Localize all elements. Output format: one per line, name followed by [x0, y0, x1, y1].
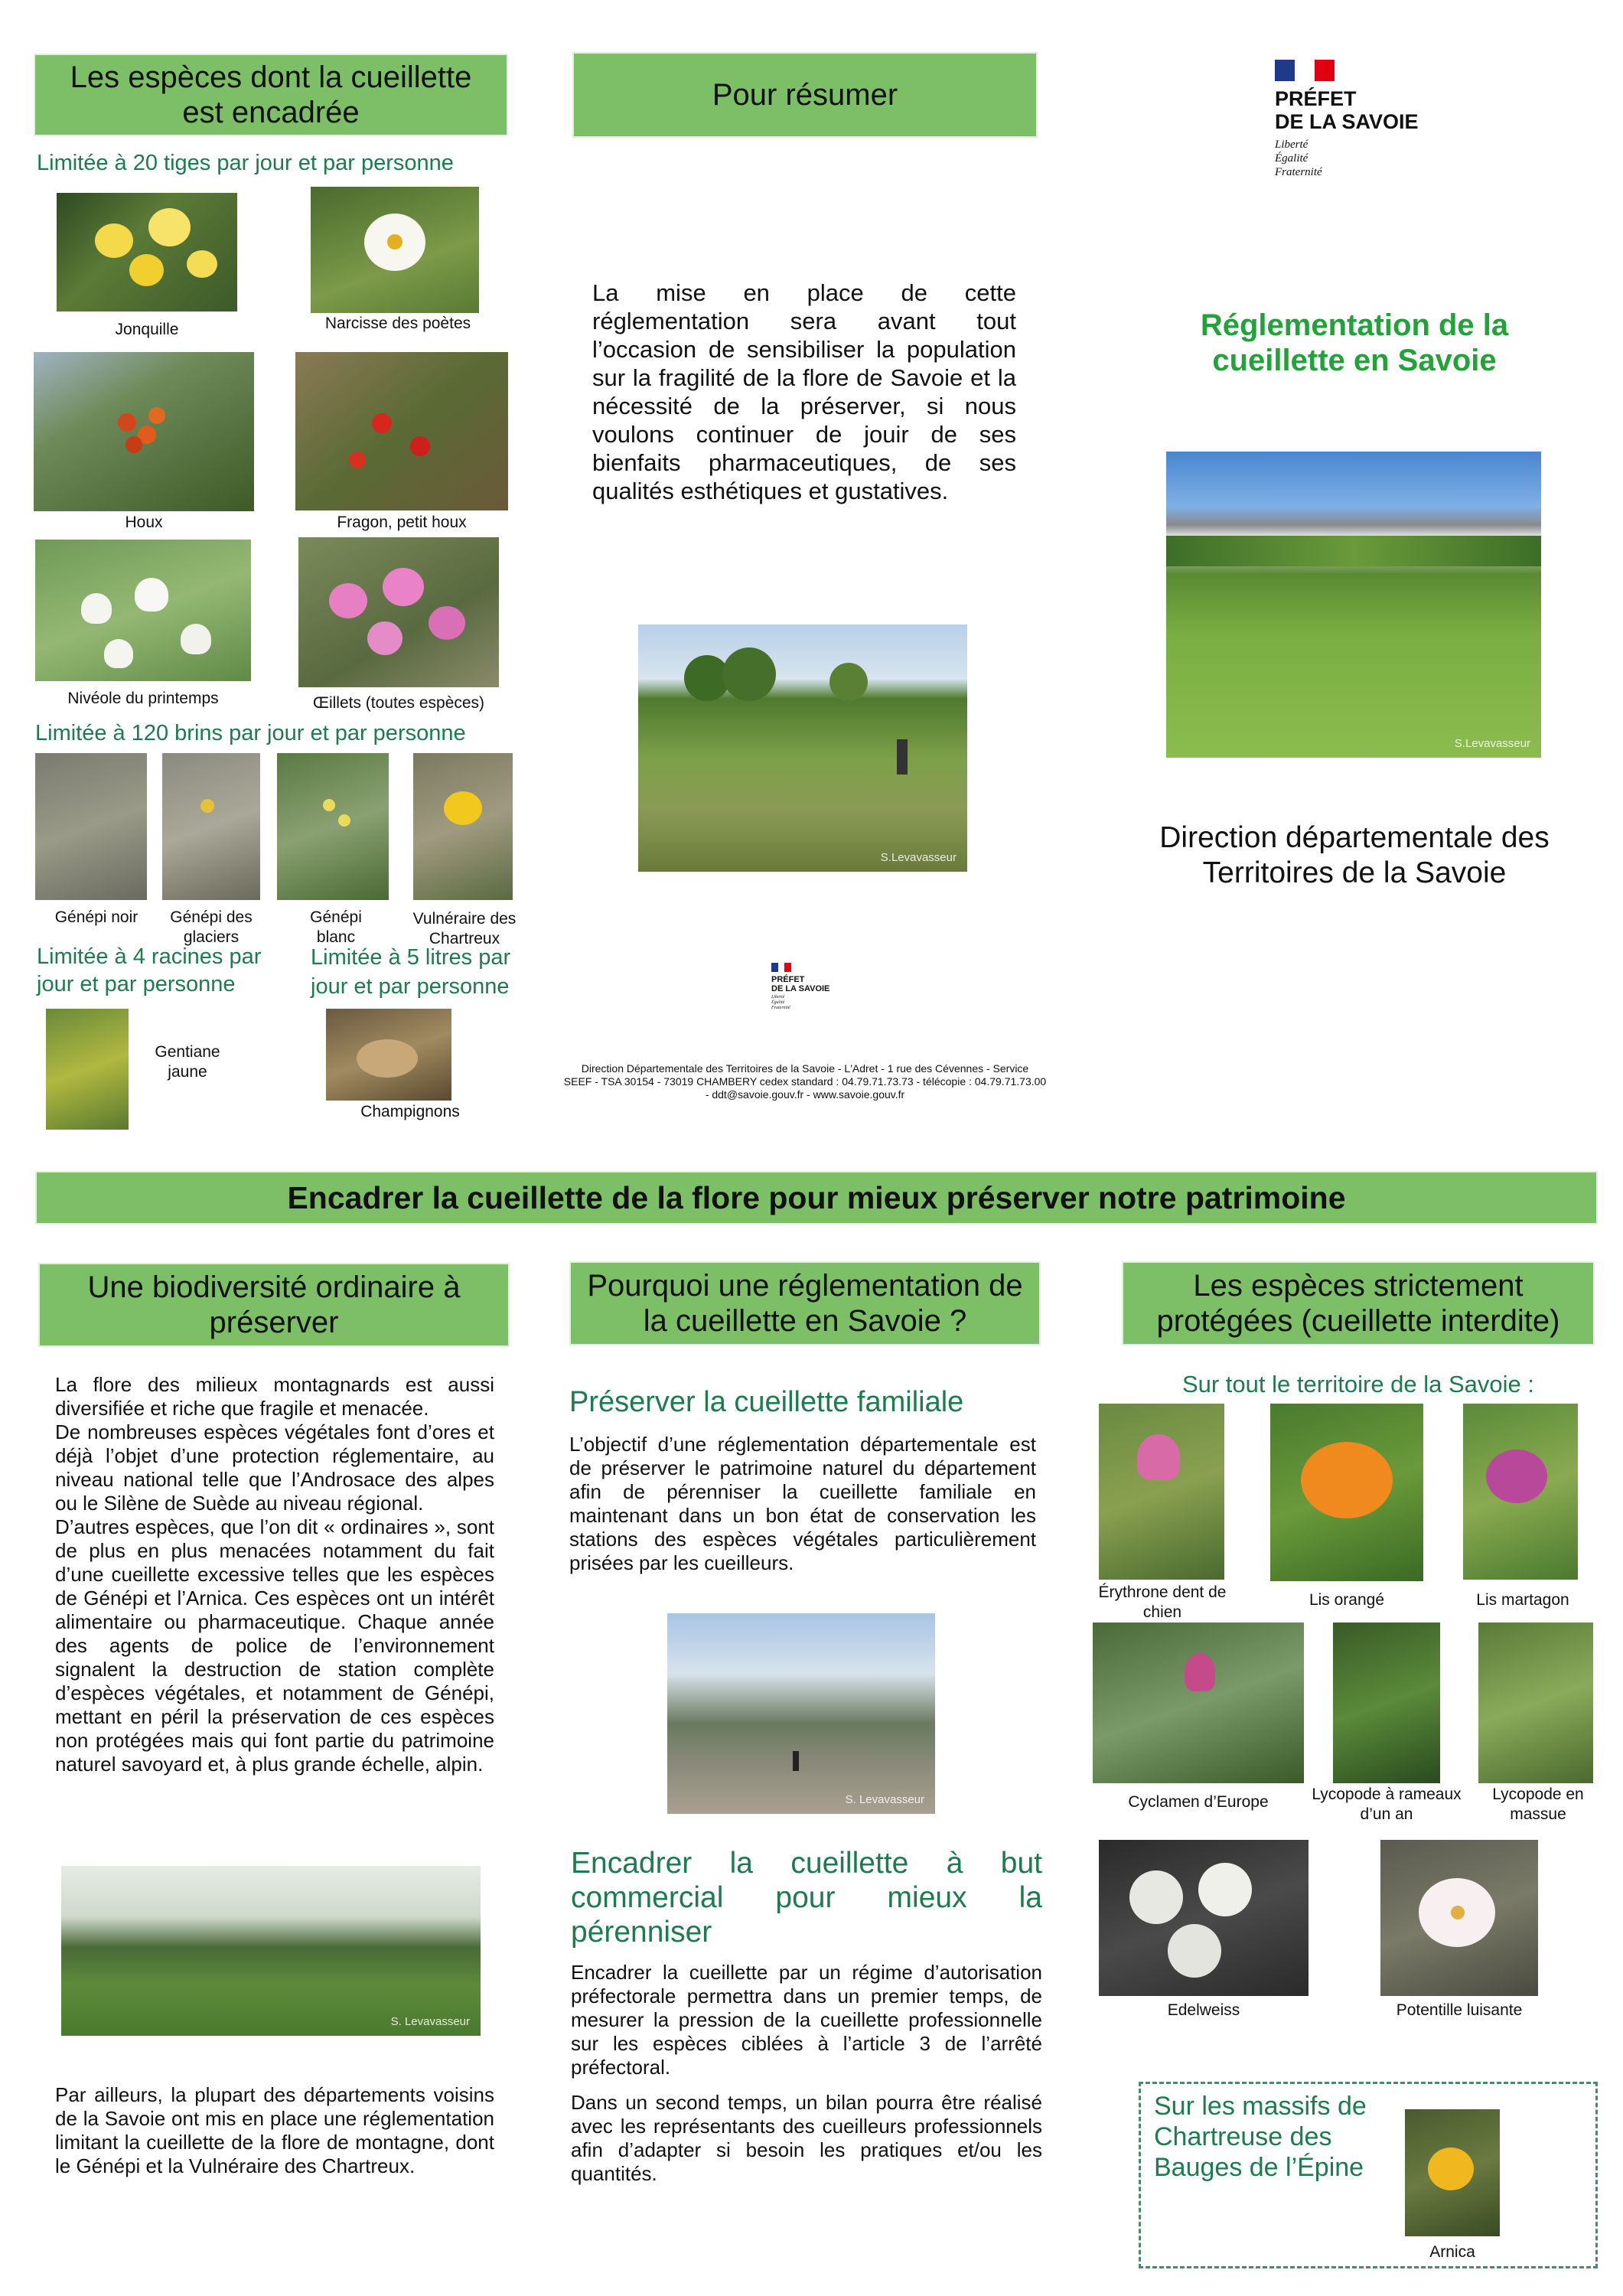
prefet-logo-line1: PRÉFET — [1275, 87, 1357, 110]
small-flag-icon — [771, 963, 791, 972]
commercial-picking-text2: Dans un second temps, un bilan pourra être réalisé avec les représentants des cueilleurs professionnels afin d’adapter si besoin les pratiques et/ou les quantités. — [571, 2091, 1042, 2185]
small-logo-line1: PRÉFET — [771, 975, 805, 984]
lis-orange-photo — [1270, 1404, 1423, 1581]
prefet-logo-motto — [1275, 138, 1322, 179]
small-logo-motto2: Égalité — [771, 1000, 785, 1005]
category-20-stems: Limitée à 20 tiges par jour et par personne — [37, 151, 454, 175]
summary-text: La mise en place de cette réglementation sera avant tout l’occasion de sensibiliser la population sur la fragilité de la flore de Savoie et la nécessité de la préserver, si nous voulons continuer de jouir de ses bienfaits pharmaceutiques, de ses qualités esthétiques et gustatives. — [592, 279, 1016, 504]
rocky-path-photo — [667, 1613, 935, 1814]
potentille-caption: Potentille luisante — [1396, 2001, 1523, 2019]
biodiversity-para3: D’autres espèces, que l’on dit « ordinaires », sont de plus en plus menacées notamment du fait d’une cueillette excessive telles que les espèces de Génépi et l’Arnica. Ces espèces ont un intérêt alimentaire ou pharmaceutique. Chaque année des agents de police de l’environnement signalent la destruction de station complète d’espèces végétales, et notamment de Génépi, mettant en péril la préservation de ces espèces non protégées mais qui font partie du patrimoine naturel savoyard et, à plus grande échelle, alpin. — [55, 1515, 494, 1776]
gentiane-caption: Gentiane jaune — [155, 1043, 220, 1081]
why-regulation-header — [569, 1261, 1041, 1345]
lis-martagon-caption: Lis martagon — [1476, 1591, 1569, 1609]
contact-footer-line2: SEEF - TSA 30154 - 73019 CHAMBERY cedex standard : 04.79.71.73.73 - télécopie : 04.79.71.73.00 — [563, 1075, 1047, 1088]
small-logo-motto — [771, 995, 790, 1011]
prefet-logo-motto2: Égalité — [1275, 152, 1309, 165]
small-logo-motto3: Fraternité — [771, 1006, 790, 1010]
main-banner-text: Encadrer la cueillette de la flore pour mieux préserver notre patrimoine — [287, 1180, 1346, 1215]
summary-header — [572, 52, 1038, 138]
cover-mountain-photo — [1166, 452, 1541, 758]
category-4-roots: Limitée à 4 racines par jour et par personne — [37, 944, 262, 996]
valley-photo-credit: S. Levavasseur — [390, 2015, 470, 2028]
lycopode-massue-caption: Lycopode en massue — [1492, 1786, 1584, 1823]
lis-orange-caption: Lis orangé — [1309, 1591, 1385, 1609]
gentiane-photo — [46, 1009, 129, 1130]
edelweiss-photo — [1099, 1840, 1309, 1996]
niveole-caption: Nivéole du printemps — [67, 690, 219, 707]
oeillets-caption: Œillets (toutes espèces) — [312, 694, 485, 712]
edelweiss-caption: Edelweiss — [1167, 2001, 1240, 2019]
commercial-picking-subtitle: Encadrer la cueillette à but commercial pour mieux la pérenniser — [571, 1847, 1042, 1949]
meadow-hiker-photo — [638, 625, 967, 872]
biodiversity-para1: La flore des milieux montagnards est aussi diversifiée et riche que fragile et menacée. — [55, 1373, 494, 1420]
summary-header-text: Pour résumer — [712, 78, 898, 112]
biodiversity-text — [55, 1373, 494, 1776]
biodiversity-header-text: Une biodiversité ordinaire à préserver — [87, 1270, 461, 1339]
arnica-caption: Arnica — [1429, 2243, 1475, 2261]
jonquille-photo — [57, 193, 237, 311]
oeillets-photo — [298, 537, 499, 687]
small-logo-text — [771, 975, 829, 993]
massifs-text: Sur les massifs de Chartreuse des Bauges de l’Épine — [1154, 2092, 1367, 2182]
prefet-logo-line2: DE LA SAVOIE — [1275, 110, 1419, 133]
lycopode-massue-photo — [1478, 1623, 1593, 1783]
cover-organisation: Direction départementale des Territoires de la Savoie — [1159, 821, 1550, 889]
genepi-blanc-photo — [277, 753, 389, 900]
cyclamen-caption: Cyclamen d’Europe — [1128, 1793, 1269, 1811]
niveole-photo — [35, 540, 251, 681]
why-regulation-header-text: Pourquoi une réglementation de la cueillette en Savoie ? — [587, 1269, 1023, 1338]
prefet-flag-icon — [1275, 60, 1335, 81]
genepi-glaciers-caption: Génépi des glaciers — [170, 908, 253, 946]
commercial-picking-text1: Encadrer la cueillette par un régime d’autorisation préfectorale permettra dans un premier temps, de mesurer la pression de la cueillette professionnelle sur les espèces ciblées à l’article 3 de l’arrêté préfectoral. — [571, 1961, 1042, 2079]
champignons-caption: Champignons — [360, 1103, 460, 1120]
vulneraire-caption: Vulnéraire des Chartreux — [412, 910, 517, 947]
biodiversity-header — [38, 1263, 510, 1347]
main-banner — [35, 1171, 1598, 1225]
cover-title: Réglementation de la cueillette en Savoie — [1200, 308, 1509, 377]
category-5-liters: Limitée à 5 litres par jour et par personne — [311, 945, 511, 999]
arnica-photo — [1405, 2109, 1500, 2236]
lycopode-annuel-photo — [1333, 1623, 1440, 1783]
small-logo-motto1: Liberté — [771, 995, 785, 1000]
contact-footer-line3: - ddt@savoie.gouv.fr - www.savoie.gouv.fr — [705, 1088, 905, 1101]
houx-caption: Houx — [125, 514, 163, 531]
lycopode-annuel-caption: Lycopode à rameaux d’un an — [1312, 1786, 1462, 1823]
rocky-path-photo-credit: S. Levavasseur — [845, 1793, 924, 1806]
genepi-noir-caption: Génépi noir — [54, 908, 139, 926]
protected-species-header-text: Les espèces strictement protégées (cueillette interdite) — [1156, 1269, 1560, 1338]
cyclamen-photo — [1093, 1623, 1304, 1783]
prefet-logo-text — [1275, 87, 1419, 133]
houx-photo — [34, 352, 254, 511]
category-120-sprigs: Limitée à 120 brins par jour et par personne — [35, 721, 466, 745]
protected-species-header — [1122, 1261, 1595, 1345]
fragon-caption: Fragon, petit houx — [337, 514, 467, 531]
champignons-photo — [326, 1009, 451, 1101]
potentille-photo — [1380, 1840, 1538, 1996]
meadow-hiker-photo-credit: S.Levavasseur — [880, 851, 957, 864]
lis-martagon-photo — [1463, 1404, 1578, 1580]
prefet-logo-motto3: Fraternité — [1275, 166, 1322, 178]
fragon-photo — [295, 352, 508, 510]
prefet-logo-motto1: Liberté — [1275, 139, 1309, 151]
jonquille-caption: Jonquille — [115, 321, 179, 338]
genepi-noir-photo — [35, 753, 147, 900]
genepi-glaciers-photo — [162, 753, 260, 900]
vulneraire-photo — [413, 753, 513, 900]
erythrone-photo — [1099, 1404, 1224, 1580]
species-regulated-header-text: Les espèces dont la cueillette est encadrée — [70, 60, 472, 129]
family-picking-subtitle: Préserver la cueillette familiale — [569, 1386, 964, 1418]
contact-footer — [537, 1062, 1073, 1101]
contact-footer-line1: Direction Départementale des Territoires de la Savoie - L'Adret - 1 rue des Cévennes - Service — [581, 1062, 1029, 1075]
valley-photo — [61, 1866, 481, 2036]
whole-territory-subtitle: Sur tout le territoire de la Savoie : — [1181, 1371, 1535, 1397]
erythrone-caption: Érythrone dent de chien — [1098, 1583, 1227, 1621]
genepi-blanc-caption: Génépi blanc — [310, 908, 362, 946]
narcisse-photo — [311, 187, 479, 313]
species-regulated-header — [34, 54, 508, 136]
cover-photo-credit: S.Levavasseur — [1454, 737, 1530, 750]
family-picking-text: L’objectif d’une réglementation départementale est de préserver le patrimoine naturel du département afin de pérenniser la cueillette familiale en maintenant dans un bon état de conservation les stations des espèces végétales particulièrement prisées par les cueilleurs. — [569, 1433, 1036, 1574]
narcisse-caption: Narcisse des poètes — [324, 315, 471, 332]
small-logo-line2: DE LA SAVOIE — [771, 984, 830, 993]
biodiversity-para2: De nombreuses espèces végétales font d’ores et déjà l’objet d’une protection réglementaire, au niveau national telle que l’Androsace des alpes ou le Silène de Suède au niveau régional. — [55, 1420, 494, 1515]
neighbours-text: Par ailleurs, la plupart des départements voisins de la Savoie ont mis en place une réglementation limitant la cueillette de la flore de montagne, dont le Génépi et la Vulnéraire des Chartreux. — [55, 2083, 494, 2177]
